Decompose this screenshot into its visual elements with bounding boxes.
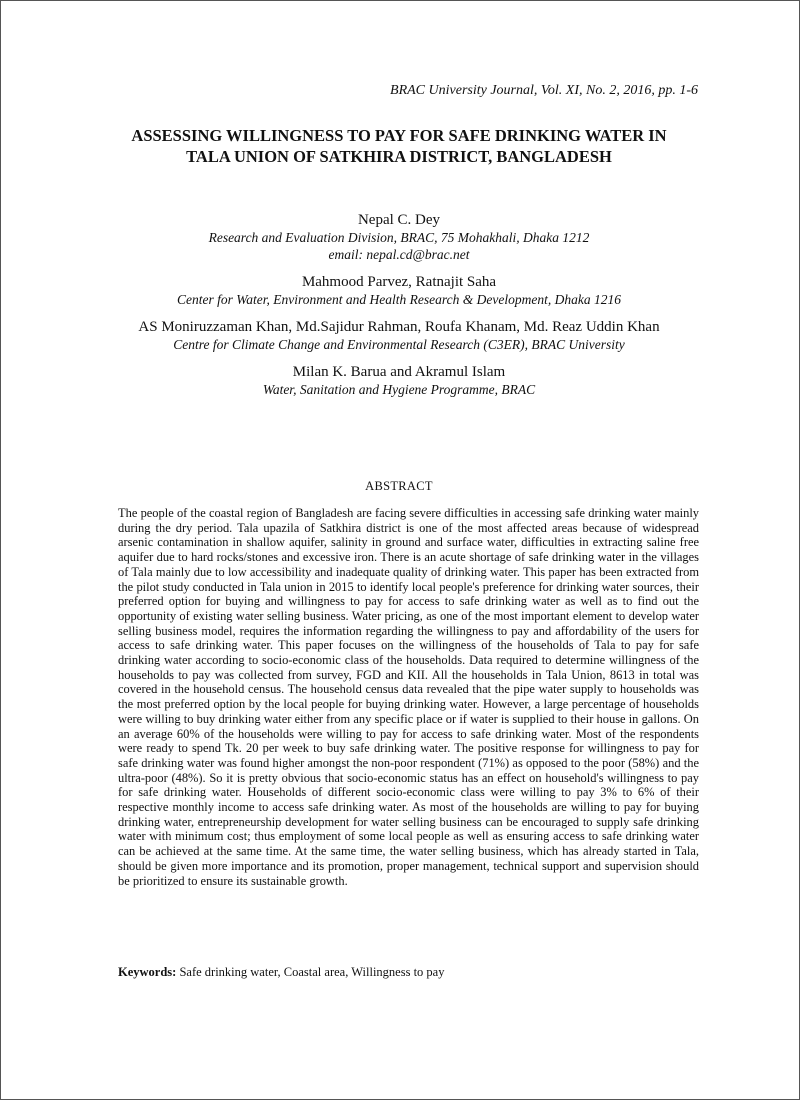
author-affiliation: Research and Evaluation Division, BRAC, 75 Mohakhali, Dhaka 1212	[208, 230, 590, 245]
author-affiliation: Centre for Climate Change and Environmental Research (C3ER), BRAC University	[173, 337, 625, 352]
author-group	[101, 273, 697, 308]
author-affiliation: Center for Water, Environment and Health Research & Development, Dhaka 1216	[177, 292, 621, 307]
keywords-label: Keywords:	[118, 965, 177, 979]
author-names: Nepal C. Dey	[357, 212, 441, 228]
keywords-text: Safe drinking water, Coastal area, Willingness to pay	[179, 965, 445, 979]
author-email: email: nepal.cd@brac.net	[328, 247, 470, 262]
abstract-heading: ABSTRACT	[365, 479, 433, 493]
paper-title: ASSESSING WILLINGNESS TO PAY FOR SAFE DRINKING WATER IN TALA UNION OF SATKHIRA DISTRICT, BANGLADESH	[131, 126, 667, 166]
author-group	[101, 211, 697, 263]
author-names: AS Moniruzzaman Khan, Md.Sajidur Rahman, Roufa Khanam, Md. Reaz Uddin Khan	[138, 319, 660, 335]
author-affiliation: Water, Sanitation and Hygiene Programme, BRAC	[262, 382, 536, 397]
author-names: Mahmood Parvez, Ratnajit Saha	[301, 274, 497, 290]
abstract-body: The people of the coastal region of Bangladesh are facing severe difficulties in accessing safe drinking water mainly during the dry period. Tala upazila of Satkhira district is one of the most affected areas because of widespread arsenic contamination in shallow aquifer, salinity in ground and surface water, difficulties in extracting saline free aquifer due to hard rocks/stones and excessive iron. There is an acute shortage of safe drinking water in the villages of Tala mainly due to low accessibility and inadequate quality of drinking water. This paper has been extracted from the pilot study conducted in Tala union in 2015 to identify local people's preference for drinking water sources, their preferred option for buying and willingness to pay for access to safe drinking water as well as to find out the opportunity of existing water selling business. Water pricing, as one of the most important element to develop water selling business model, requires the information regarding the willingness to pay and affordability of the users for access to safe drinking water. This paper focuses on the willingness of the households of Tala to pay for safe drinking water according to socio-economic class of the households. Data required to determine willingness of the households to pay was collected from survey, FGD and KII. All the households in Tala Union, 8613 in total was covered in the household census. The household census data revealed that the pipe water supply to households was the most preferred option by the local people for buying drinking water. However, a large percentage of households were willing to buy drinking water either from any specific place or if water is supplied to their house in gallons. On an average 60% of the households were willing to pay for access to safe drinking water. Most of the respondents were ready to spend Tk. 20 per week to buy safe drinking water. The positive response for willingness to pay for safe drinking water was found higher amongst the non-poor respondent (71%) as opposed to the poor (58%) and the ultra-poor (48%). So it is pretty obvious that socio-economic status has an effect on household's willingness to pay for safe drinking water. Households of different socio-economic class were willing to pay 3% to 6% of their respective monthly income to access safe drinking water. As most of the households are willing to pay for buying drinking water, entrepreneurship development for water selling business can be encouraged to supply safe drinking water with minimum cost; thus employment of some local people as well as ensuring access to safe drinking water can be achieved at the same time. At the same time, the water selling business, which has already started in Tala, should be given more importance and its promotion, proper management, technical support and supervision should be prioritized to ensure its sustainable growth.	[118, 506, 699, 888]
author-names: Milan K. Barua and Akramul Islam	[292, 364, 506, 380]
author-block	[101, 211, 697, 408]
keywords-line	[118, 965, 699, 980]
author-group	[101, 318, 697, 353]
journal-reference: BRAC University Journal, Vol. XI, No. 2, 2016, pp. 1-6	[390, 83, 698, 98]
author-group	[101, 363, 697, 398]
